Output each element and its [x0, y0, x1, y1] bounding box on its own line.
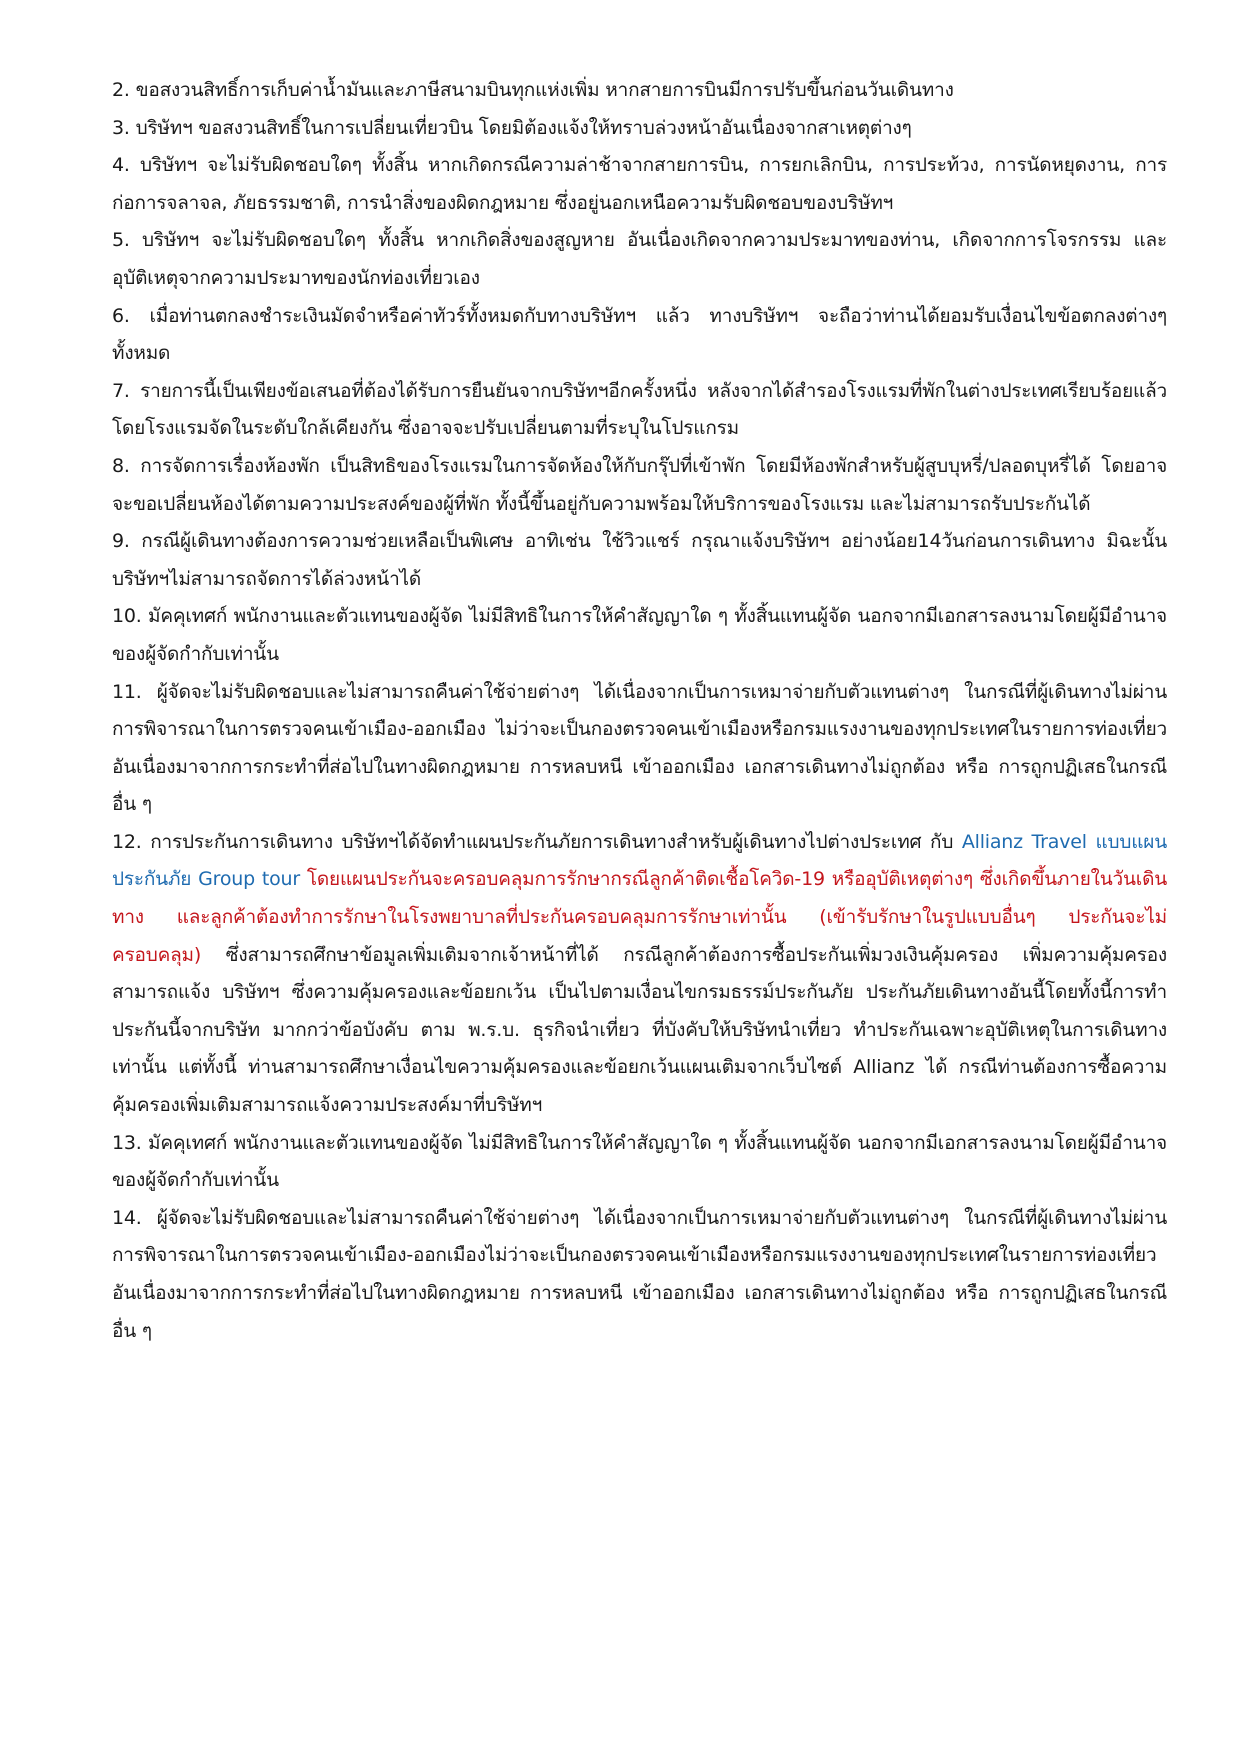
term-item-6: 6. เมื่อท่านตกลงชำระเงินมัดจำหรือค่าทัวร์ทั้งหมดกับทางบริษัทฯ แล้ว ทางบริษัทฯ จะถือว่าท่านได้ยอมรับเงื่อนไขข้อตกลงต่างๆ ทั้งหมด [112, 304, 1167, 365]
term-item-12 [112, 824, 1167, 1125]
term-item-13: 13. มัคคุเทศก์ พนักงานและตัวแทนของผู้จัด ไม่มีสิทธิในการให้คำสัญญาใด ๆ ทั้งสิ้นแทนผู้จัด นอกจากมีเอกสารลงนามโดยผู้มีอำนาจของผู้จัดกำกับเท่านั้น [112, 1131, 1167, 1192]
insurance-coverage-note: โดยแผนประกันจะครอบคลุมการรักษากรณีลูกค้าติดเชื้อโควิด-19 หรืออุบัติเหตุต่างๆ ซึ่งเกิดขึ้นภายในวันเดินทาง และลูกค้าต้องทำการรักษาในโรงพยาบาลที่ประกันครอบคลุมการรักษาเท่านั้น (เข้ารับรักษาในรูปแบบอื่นๆ ประกันจะไม่ครอบคลุม) [112, 868, 1168, 966]
terms-conditions-page [112, 72, 1167, 1350]
term-item-12-details: ซึ่งสามารถศึกษาข้อมูลเพิ่มเติมจากเจ้าหน้าที่ได้ กรณีลูกค้าต้องการซื้อประกันเพิ่มวงเงินคุ้มครอง เพิ่มความคุ้มครอง สามารถแจ้ง บริษัทฯ ซึ่งความคุ้มครองและข้อยกเว้น เป็นไปตามเงื่อนไขกรมธรรม์ประกันภัย ประกันภัยเดินทางอันนี้โดยทั้งนี้การทำประกันนี้จากบริษัท มากกว่าข้อบังคับ ตาม พ.ร.บ. ธุรกิจนำเที่ยว ที่บังคับให้บริษัทนำเที่ยว ทำประกันเฉพาะอุบัติเหตุในการเดินทางเท่านั้น แต่ทั้งนี้ ท่านสามารถศึกษาเงื่อนไขความคุ้มครองและข้อยกเว้นแผนเติมจากเว็บไซต์ Allianz ได้ กรณีท่านต้องการซื้อความคุ้มครองเพิ่มเติมสามารถแจ้งความประสงค์มาที่บริษัทฯ [112, 943, 1167, 1117]
term-item-14: 14. ผู้จัดจะไม่รับผิดชอบและไม่สามารถคืนค่าใช้จ่ายต่างๆ ได้เนื่องจากเป็นการเหมาจ่ายกับตัวแทนต่างๆ ในกรณีที่ผู้เดินทางไม่ผ่านการพิจารณาในการตรวจคนเข้าเมือง-ออกเมืองไม่ว่าจะเป็นกองตรวจคนเข้าเมืองหรือกรมแรงงานของทุกประเทศในรายการท่องเที่ยว อันเนื่องมาจากการกระทำที่ส่อไปในทางผิดกฎหมาย การหลบหนี เข้าออกเมือง เอกสารเดินทางไม่ถูกต้อง หรือ การถูกปฏิเสธในกรณีอื่น ๆ [112, 1206, 1167, 1342]
term-item-9: 9. กรณีผู้เดินทางต้องการความช่วยเหลือเป็นพิเศษ อาทิเช่น ใช้วิวแชร์ กรุณาแจ้งบริษัทฯ อย่างน้อย14วันก่อนการเดินทาง มิฉะนั้น บริษัทฯไม่สามารถจัดการได้ล่วงหน้าได้ [112, 530, 1167, 590]
term-item-8: 8. การจัดการเรื่องห้องพัก เป็นสิทธิของโรงแรมในการจัดห้องให้กับกรุ๊ปที่เข้าพัก โดยมีห้องพักสำหรับผู้สูบบุหรี่/ปลอดบุหรี่ได้ โดยอาจจะขอเปลี่ยนห้องได้ตามความประสงค์ของผู้ที่พัก ทั้งนี้ขึ้นอยู่กับความพร้อมให้บริการของโรงแรม และไม่สามารถรับประกันได้ [112, 454, 1167, 515]
term-item-2: 2. ขอสงวนสิทธิ์การเก็บค่าน้ำมันและภาษีสนามบินทุกแห่งเพิ่ม หากสายการบินมีการปรับขึ้นก่อนวันเดินทาง [112, 79, 954, 101]
term-item-3: 3. บริษัทฯ ขอสงวนสิทธิ์ในการเปลี่ยนเที่ยวบิน โดยมิต้องแจ้งให้ทราบล่วงหน้าอันเนื่องจากสาเหตุต่างๆ [112, 116, 912, 139]
term-item-5: 5. บริษัทฯ จะไม่รับผิดชอบใดๆ ทั้งสิ้น หากเกิดสิ่งของสูญหาย อันเนื่องเกิดจากความประมาทของท่าน, เกิดจากการโจรกรรม และ อุบัติเหตุจากความประมาทของนักท่องเที่ยวเอง [112, 229, 1167, 289]
term-item-12-intro: 12. การประกันการเดินทาง บริษัทฯได้จัดทำแผนประกันภัยการเดินทางสำหรับผู้เดินทางไปต่างประเทศ กับ [112, 830, 962, 853]
term-item-7: 7. รายการนี้เป็นเพียงข้อเสนอที่ต้องได้รับการยืนยันจากบริษัทฯอีกครั้งหนึ่ง หลังจากได้สำรองโรงแรมที่พักในต่างประเทศเรียบร้อยแล้ว โดยโรงแรมจัดในระดับใกล้เคียงกัน ซึ่งอาจจะปรับเปลี่ยนตามที่ระบุในโปรแกรม [112, 379, 1167, 440]
term-item-4: 4. บริษัทฯ จะไม่รับผิดชอบใดๆ ทั้งสิ้น หากเกิดกรณีความล่าช้าจากสายการบิน, การยกเลิกบิน, การประท้วง, การนัดหยุดงาน, การก่อการจลาจล, ภัยธรรมชาติ, การนำสิ่งของผิดกฎหมาย ซึ่งอยู่นอกเหนือความรับผิดชอบของบริษัทฯ [112, 154, 1167, 214]
insurance-plan-name: Allianz Travel แบบแผนประกันภัย Group tour [112, 830, 1167, 891]
term-item-11: 11. ผู้จัดจะไม่รับผิดชอบและไม่สามารถคืนค่าใช้จ่ายต่างๆ ได้เนื่องจากเป็นการเหมาจ่ายกับตัวแทนต่างๆ ในกรณีที่ผู้เดินทางไม่ผ่านการพิจารณาในการตรวจคนเข้าเมือง-ออกเมือง ไม่ว่าจะเป็นกองตรวจคนเข้าเมืองหรือกรมแรงงานของทุกประเทศในรายการท่องเที่ยว อันเนื่องมาจากการกระทำที่ส่อไปในทางผิดกฎหมาย การหลบหนี เข้าออกเมือง เอกสารเดินทางไม่ถูกต้อง หรือ การถูกปฏิเสธในกรณีอื่น ๆ [112, 680, 1167, 816]
term-item-10: 10. มัคคุเทศก์ พนักงานและตัวแทนของผู้จัด ไม่มีสิทธิในการให้คำสัญญาใด ๆ ทั้งสิ้นแทนผู้จัด นอกจากมีเอกสารลงนามโดยผู้มีอำนาจของผู้จัดกำกับเท่านั้น [112, 605, 1167, 665]
